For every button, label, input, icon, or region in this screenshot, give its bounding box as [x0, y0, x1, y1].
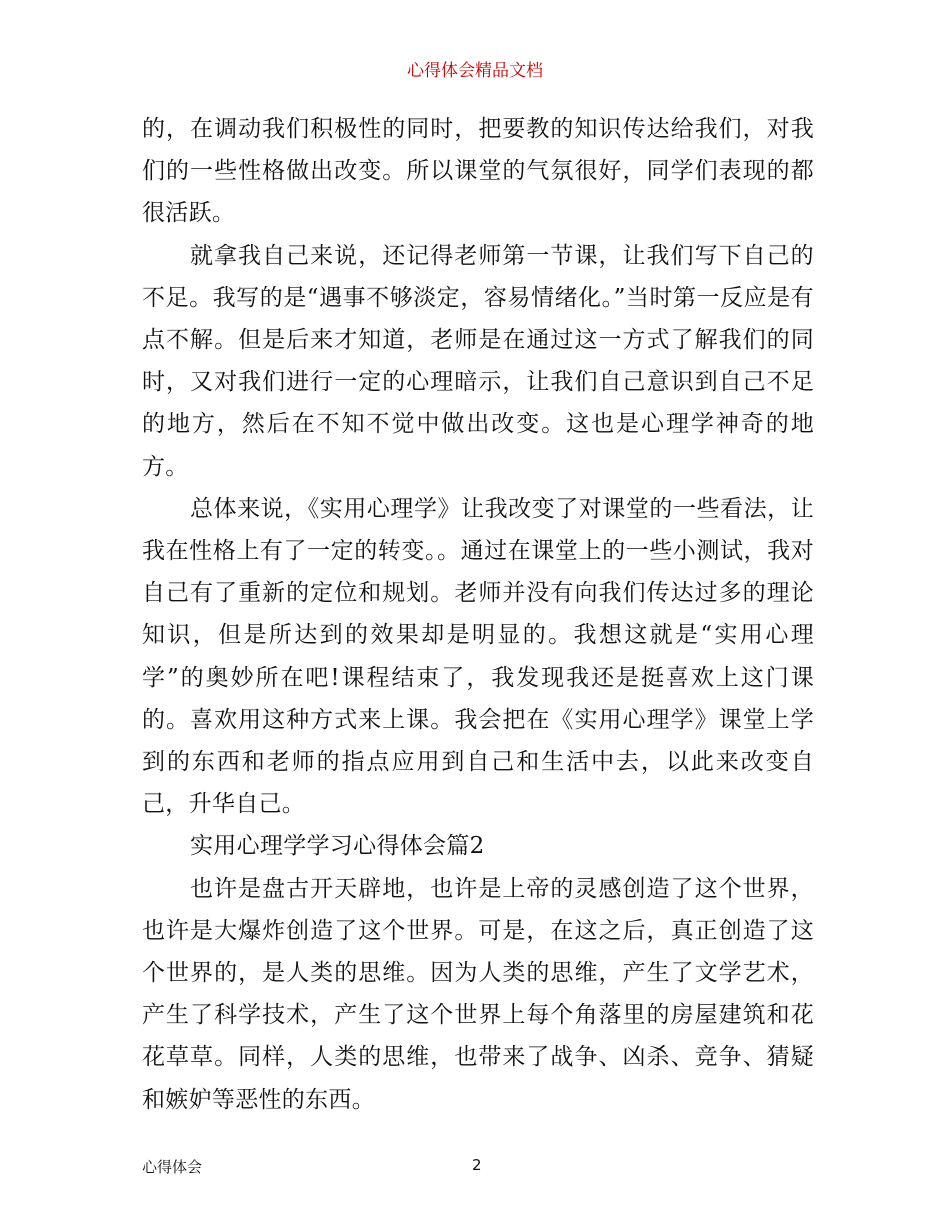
paragraph-1: 的，在调动我们积极性的同时，把要教的知识传达给我们，对我们的一些性格做出改变。所以课堂的气氛很好，同学们表现的都很活跃。 — [142, 116, 814, 227]
paragraph-3: 总体来说，《实用心理学》让我改变了对课堂的一些看法，让我在性格上有了一定的转变。。通过在课堂上的一些小测试，我对自己有了重新的定位和规划。老师并没有向我们传达过多的理论知识，但是所达到的效果却是明显的。我想这就是“实用心理学”的奥妙所在吧!课程结束了，我发现我还是挺喜欢上这门课的。喜欢用这种方式来上课。我会把在《实用心理学》课堂上学到的东西和老师的指点应用到自己和生活中去，以此来改变自己，升华自己。 — [142, 495, 814, 818]
document-body — [142, 108, 814, 1121]
page-footer — [142, 1156, 814, 1180]
section-heading: 实用心理学学习心得体会篇2 — [190, 833, 485, 860]
paragraph-4: 也许是盘古开天辟地，也许是上帝的灵感创造了这个世界，也许是大爆炸创造了这个世界。可是，在这之后，真正创造了这个世界的，是人类的思维。因为人类的思维，产生了文学艺术，产生了科学技术，产生了这个世界上每个角落里的房屋建筑和花花草草。同样，人类的思维，也带来了战争、凶杀、竞争、猜疑和嫉妒等恶性的东西。 — [142, 875, 814, 1113]
footer-label: 心得体会 — [142, 1158, 203, 1176]
page-header: 心得体会精品文档 — [407, 61, 543, 81]
paragraph-2: 就拿我自己来说，还记得老师第一节课，让我们写下自己的不足。我写的是“遇事不够淡定，容易情绪化。”当时第一反应是有点不解。但是后来才知道，老师是在通过这一方式了解我们的同时，又对我们进行一定的心理暗示，让我们自己意识到自己不足的地方，然后在不知不觉中做出改变。这也是心理学神奇的地方。 — [142, 242, 814, 480]
page-number: 2 — [472, 1156, 482, 1174]
